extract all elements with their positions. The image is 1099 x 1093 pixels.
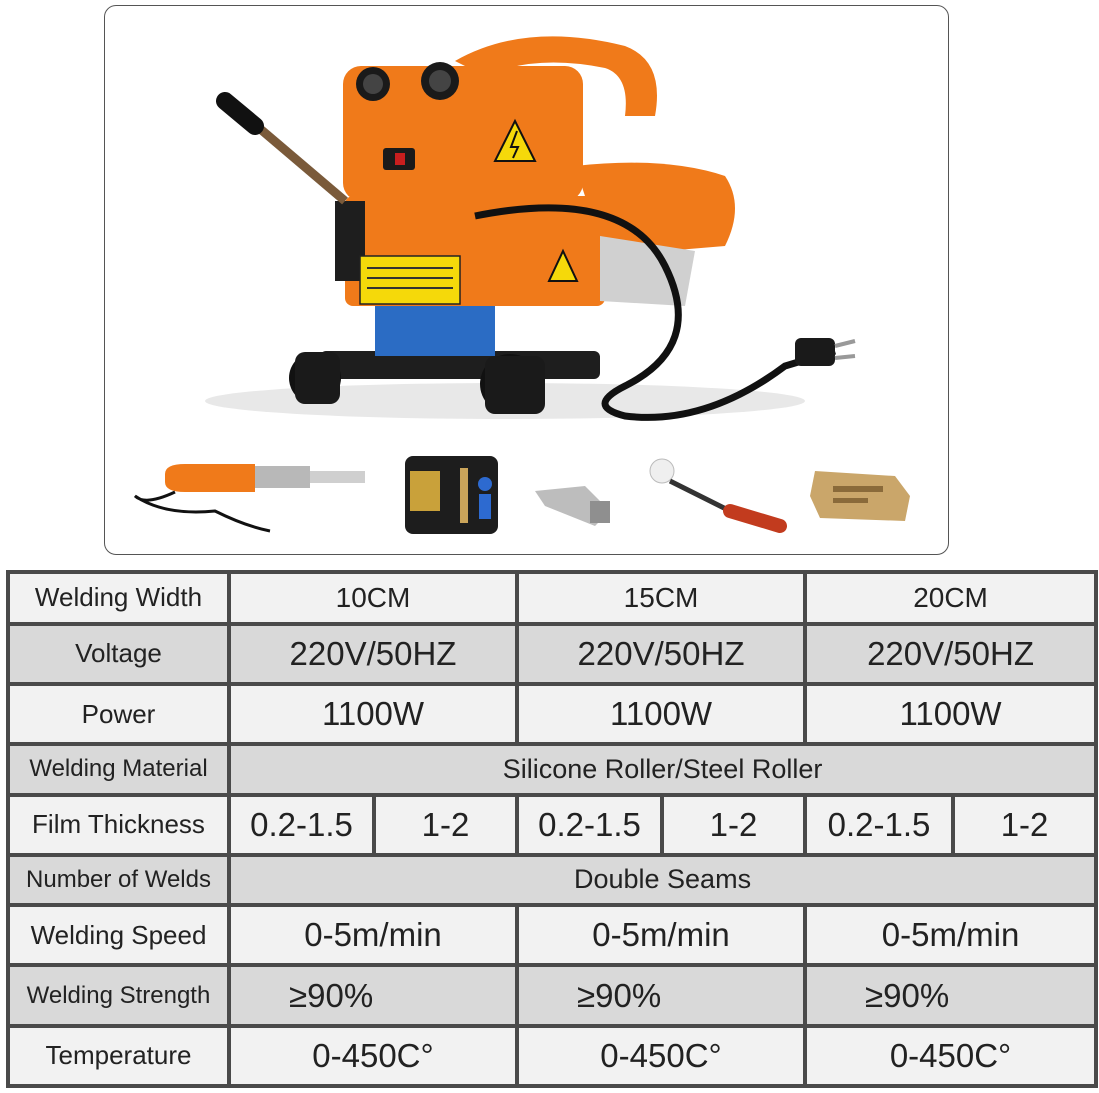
row-label: Voltage (8, 624, 229, 684)
packaging-box-icon (810, 471, 910, 521)
row-label: Welding Speed (8, 905, 229, 965)
cell-value: 220V/50HZ (517, 624, 805, 684)
cell-value: 0-450C° (229, 1026, 517, 1086)
cell-value: Double Seams (229, 855, 1096, 905)
row-temperature (8, 1026, 1096, 1086)
cell-value: 0.2-1.5 (229, 795, 374, 855)
tool-kit-icon (405, 456, 498, 534)
row-power (8, 684, 1096, 744)
cell-value: 1-2 (662, 795, 805, 855)
specification-table (6, 570, 1098, 1088)
cell-value: 0-450C° (805, 1026, 1096, 1086)
cell-value: 0-5m/min (517, 905, 805, 965)
row-welding-width (8, 572, 1096, 624)
hot-air-gun-icon (135, 464, 365, 531)
row-voltage (8, 624, 1096, 684)
cell-value: 1100W (517, 684, 805, 744)
welding-machine-icon (205, 36, 855, 419)
cell-value: 0-450C° (517, 1026, 805, 1086)
cell-value: 220V/50HZ (805, 624, 1096, 684)
cell-value: Silicone Roller/Steel Roller (229, 744, 1096, 794)
cell-value: 10CM (229, 572, 517, 624)
pressure-roller-icon (650, 459, 780, 526)
row-label: Temperature (8, 1026, 229, 1086)
cell-value: 0.2-1.5 (805, 795, 953, 855)
row-label: Film Thickness (8, 795, 229, 855)
cell-value: 20CM (805, 572, 1096, 624)
row-label: Number of Welds (8, 855, 229, 905)
cell-value: 220V/50HZ (229, 624, 517, 684)
row-welding-material (8, 744, 1096, 794)
row-film-thickness (8, 795, 1096, 855)
cell-value: ≥90% (229, 965, 517, 1025)
row-label: Welding Material (8, 744, 229, 794)
product-photo (104, 5, 949, 555)
row-label: Welding Strength (8, 965, 229, 1025)
row-welding-strength (8, 965, 1096, 1025)
cell-value: 1100W (229, 684, 517, 744)
row-number-of-welds (8, 855, 1096, 905)
cell-value: 0.2-1.5 (517, 795, 662, 855)
cell-value: 0-5m/min (229, 905, 517, 965)
row-label: Power (8, 684, 229, 744)
row-welding-speed (8, 905, 1096, 965)
cell-value: 1-2 (953, 795, 1096, 855)
cell-value: 0-5m/min (805, 905, 1096, 965)
product-illustration (105, 6, 948, 554)
cell-value: ≥90% (517, 965, 805, 1025)
row-label: Welding Width (8, 572, 229, 624)
cell-value: 1-2 (374, 795, 517, 855)
cell-value: ≥90% (805, 965, 1096, 1025)
nozzle-icon (535, 486, 610, 526)
cell-value: 15CM (517, 572, 805, 624)
cell-value: 1100W (805, 684, 1096, 744)
